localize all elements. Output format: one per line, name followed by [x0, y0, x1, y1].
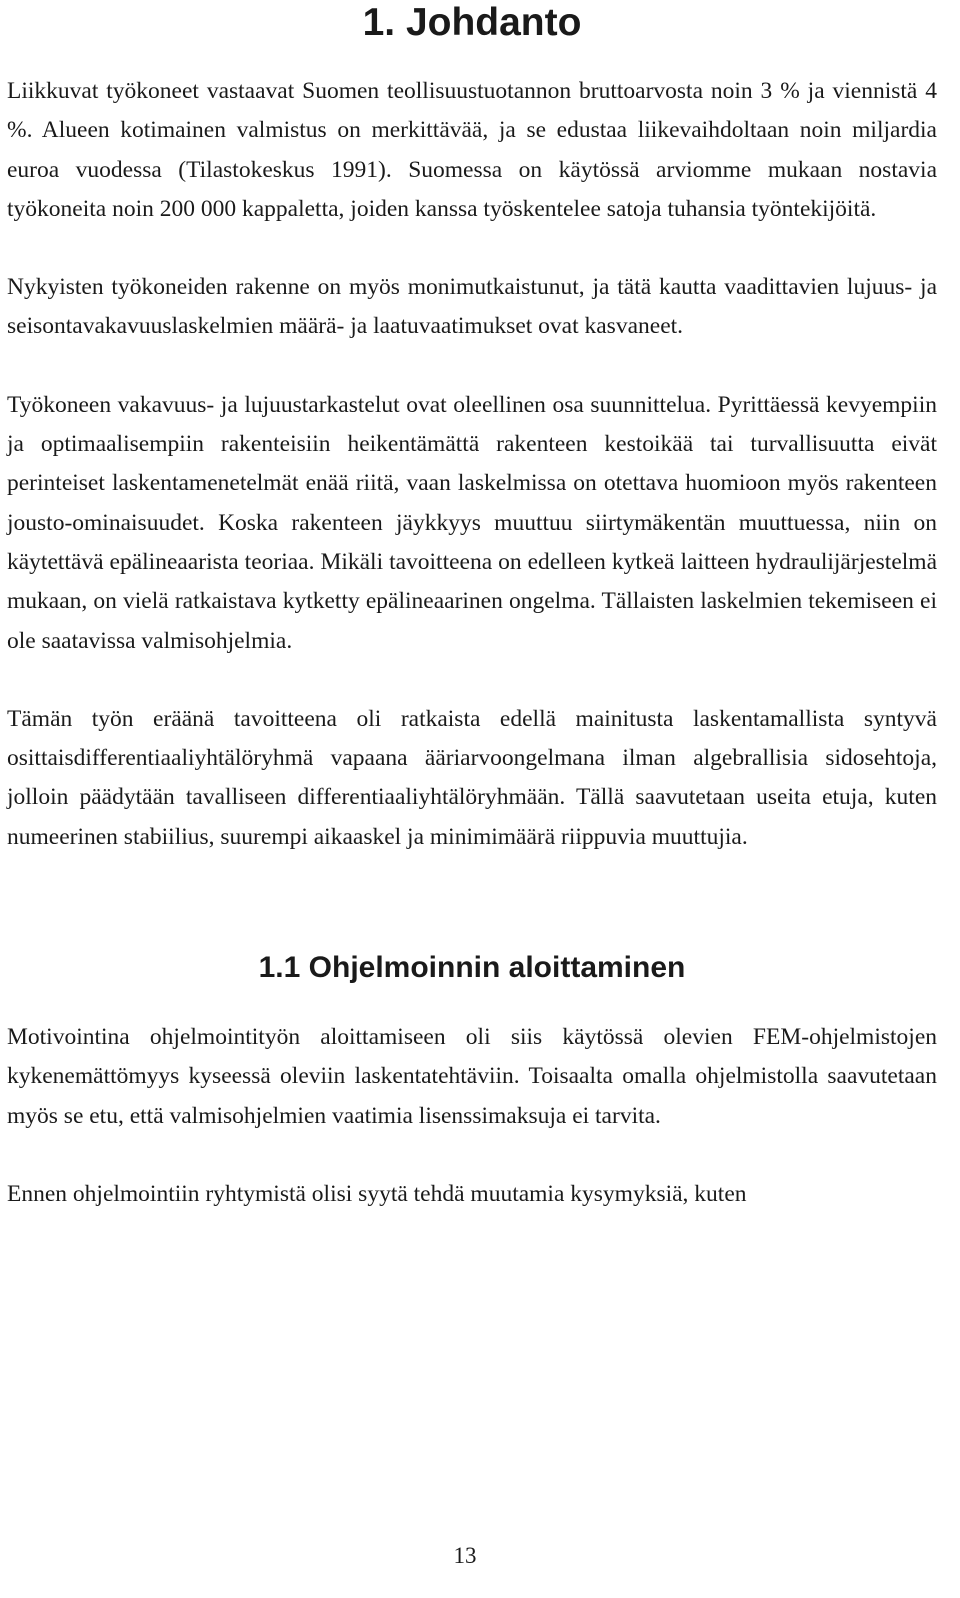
paragraph-analysis: Työkoneen vakavuus- ja lujuustarkastelut ovat oleellinen osa suunnittelua. Pyrittäessä kevyempiin ja optimaalisempiin rakenteisiin heikentämättä rakenteen kestoikää tai turvallisuutta eivät perinteiset laskentamenetelmät enää riitä, vaan laskelmissa on otettava huomioon myös rakenteen jousto-ominaisuudet. Koska rakenteen jäykkyys muuttuu siirtymäkentän muuttuessa, niin on käytettävä epälineaarista teoriaa. Mikäli tavoitteena on edelleen kytkeä laitteen hydraulijärjestelmä mukaan, on vielä ratkaistava kytketty epälineaarinen ongelma. Tällaisten laskelmien tekemiseen ei ole saatavissa valmisohjelmia.: [7, 391, 937, 654]
chapter-heading: 1. Johdanto: [362, 1, 582, 44]
document-page: [7, 0, 937, 1253]
paragraph-structure: Nykyisten työkoneiden rakenne on myös monimutkaistunut, ja tätä kautta vaadittavien lujuus- ja seisontavakavuuslaskelmien määrä- ja laatuvaatimukset ovat kasvaneet.: [7, 274, 937, 340]
paragraph-questions: Ennen ohjelmointiin ryhtymistä olisi syytä tehdä muutamia kysymyksiä, kuten: [7, 1180, 747, 1207]
section-spacer: [7, 896, 937, 938]
paragraph-goal: Tämän työn eräänä tavoitteena oli ratkaista edellä mainitusta laskentamallista syntyvä osittaisdifferentiaaliyhtälöryhmä vapaana ääriarvoongelmana ilman algebrallisia sidosehtoja, jolloin päädytään tavalliseen differentiaaliyhtälöryhmään. Tällä saavutetaan useita etuja, kuten numeerinen stabiilius, suurempi aikaaskel ja minimimäärä riippuvia muuttujia.: [7, 705, 937, 850]
paragraph-intro: Liikkuvat työkoneet vastaavat Suomen teollisuustuotannon bruttoarvosta noin 3 % ja viennistä 4 %. Alueen kotimainen valmistus on merkittävää, ja se edustaa liikevaihdoltaan noin miljardia euroa vuodessa (Tilastokeskus 1991). Suomessa on käytössä arviomme mukaan nostavia työkoneita noin 200 000 kappaletta, joiden kanssa työskentelee satoja tuhansia työntekijöitä.: [7, 78, 937, 222]
paragraph-motivation: Motivointina ohjelmointityön aloittamiseen oli siis käytössä olevien FEM-ohjelmistojen kykenemättömyys kyseessä oleviin laskentatehtäviin. Toisaalta omalla ohjelmistolla saavutetaan myös se etu, että valmisohjelmien vaatimia lisenssimaksuja ei tarvita.: [7, 1024, 937, 1129]
page-number: 13: [453, 1543, 477, 1568]
section-heading: 1.1 Ohjelmoinnin aloittaminen: [258, 951, 686, 985]
